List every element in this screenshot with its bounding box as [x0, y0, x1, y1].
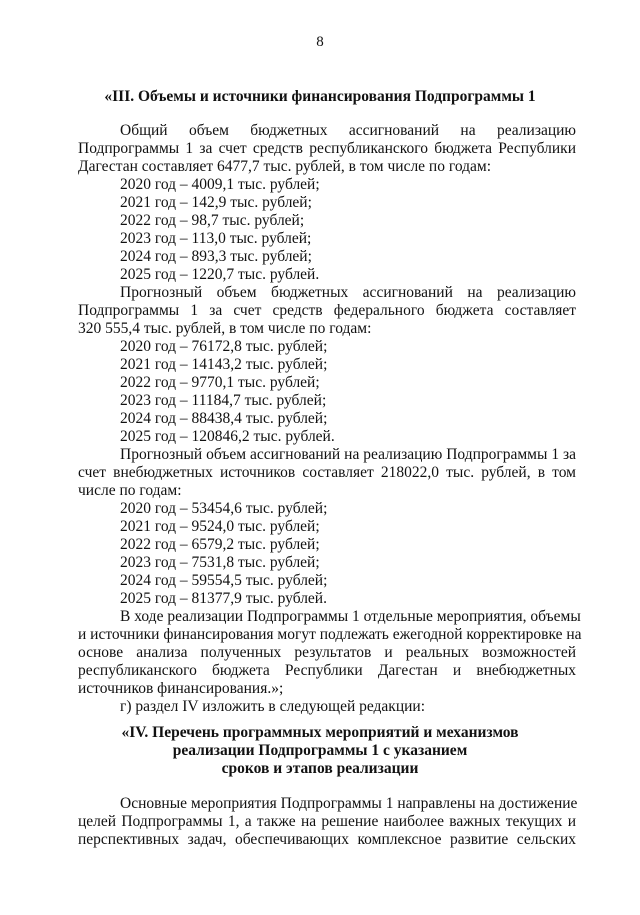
paragraph-line: Подпрограммы 1 за счет средств республиканского бюджета Республики [78, 140, 576, 157]
paragraph-line: Дагестан составляет 6477,7 тыс. рублей, в том числе по годам: [78, 158, 492, 175]
section-4-heading-line: сроков и этапов реализации [221, 760, 419, 777]
year-item: 2021 год – 9524,0 тыс. рублей; [120, 518, 320, 535]
paragraph-line: г) раздел IV изложить в следующей редакции: [120, 698, 426, 715]
paragraph-line: республиканского бюджета Республики Дагестан и внебюджетных [78, 662, 576, 679]
paragraph-line: числе по годам: [78, 482, 182, 499]
section-3-heading: «III. Объемы и источники финансирования Подпрограммы 1 [104, 88, 536, 105]
year-item: 2023 год – 113,0 тыс. рублей; [120, 230, 312, 247]
year-item: 2023 год – 11184,7 тыс. рублей; [120, 392, 327, 409]
paragraph-line: целей Подпрограммы 1, а также на решение наиболее важных текущих и [78, 813, 576, 830]
paragraph-line: перспективных задач, обеспечивающих комплексное развитие сельских [78, 831, 576, 848]
paragraph-line: 320 555,4 тыс. рублей, в том числе по годам: [78, 320, 372, 337]
year-item: 2023 год – 7531,8 тыс. рублей; [120, 554, 320, 571]
year-item: 2022 год – 6579,2 тыс. рублей; [120, 536, 320, 553]
section-4-heading-line: реализации Подпрограммы 1 с указанием [172, 742, 468, 759]
paragraph-line: Подпрограммы 1 за счет средств федерального бюджета составляет [78, 302, 576, 319]
year-item: 2022 год – 98,7 тыс. рублей; [120, 212, 305, 229]
paragraph-line: Прогнозный объем бюджетных ассигнований на реализацию [120, 284, 576, 301]
year-item: 2020 год – 4009,1 тыс. рублей; [120, 176, 320, 193]
paragraph-line: Прогнозный объем ассигнований на реализацию Подпрограммы 1 за [120, 446, 576, 463]
year-item: 2025 год – 81377,9 тыс. рублей. [120, 590, 327, 607]
year-item: 2024 год – 59554,5 тыс. рублей; [120, 572, 328, 589]
paragraph-line: В ходе реализации Подпрограммы 1 отдельные мероприятия, объемы [120, 608, 581, 625]
year-item: 2021 год – 142,9 тыс. рублей; [120, 194, 312, 211]
paragraph-line: источников финансирования.»; [78, 680, 284, 697]
section-4-heading-line: «IV. Перечень программных мероприятий и механизмов [121, 724, 519, 741]
paragraph-line: основе анализа полученных результатов и реальных возможностей [78, 644, 576, 661]
paragraph-line: и источники финансирования могут подлежать ежегодной корректировке на [78, 626, 582, 643]
year-item: 2025 год – 1220,7 тыс. рублей. [120, 266, 320, 283]
year-item: 2022 год – 9770,1 тыс. рублей; [120, 374, 320, 391]
year-item: 2024 год – 893,3 тыс. рублей; [120, 248, 312, 265]
year-item: 2020 год – 53454,6 тыс. рублей; [120, 500, 328, 517]
paragraph-line: Общий объем бюджетных ассигнований на реализацию [120, 122, 576, 139]
year-item: 2020 год – 76172,8 тыс. рублей; [120, 338, 328, 355]
year-item: 2025 год – 120846,2 тыс. рублей. [120, 428, 335, 445]
year-item: 2024 год – 88438,4 тыс. рублей; [120, 410, 328, 427]
year-item: 2021 год – 14143,2 тыс. рублей; [120, 356, 328, 373]
page-number: 8 [316, 34, 324, 50]
paragraph-line: счет внебюджетных источников составляет 218022,0 тыс. рублей, в том [78, 464, 576, 481]
paragraph-line: Основные мероприятия Подпрограммы 1 направлены на достижение [120, 795, 578, 812]
